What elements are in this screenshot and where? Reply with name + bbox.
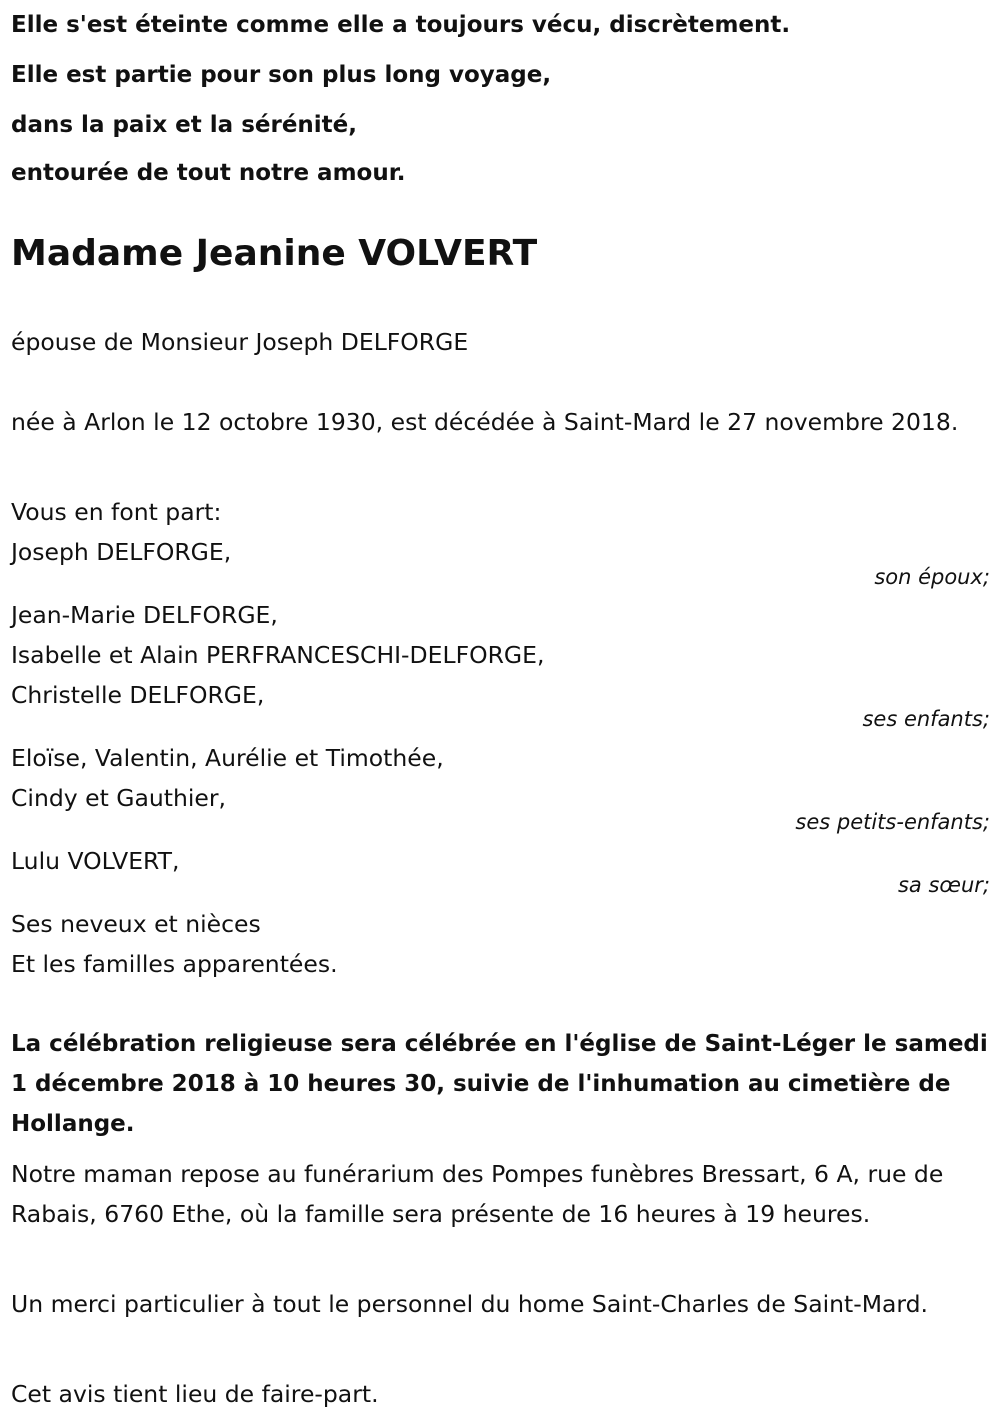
family-member-name: Joseph DELFORGE, [11,538,232,566]
other-relatives-line: Et les familles apparentées. [11,950,338,978]
intro-line-3: dans la paix et la sérénité, [11,112,358,138]
relation-label-sister: sa sœur; [897,873,990,897]
ceremony-paragraph: La célébration religieuse sera célébrée en l'église de Saint-Léger le samedi 1 décembre 2018 à 10 heures 30, suivie de l'inhumation au cimetière de Hollange. [11,1031,988,1137]
relation-label-grandchildren: ses petits-enfants; [795,810,990,834]
family-member-name: Eloïse, Valentin, Aurélie et Timothée, [11,744,444,772]
notice-line: Cet avis tient lieu de faire-part. [11,1380,379,1408]
funerarium-paragraph: Notre maman repose au funérarium des Pompes funèbres Bressart, 6 A, rue de Rabais, 6760 Ethe, où la famille sera présente de 16 heures à 19 heures. [11,1160,944,1228]
family-heading: Vous en font part: [11,498,222,526]
intro-line-4: entourée de tout notre amour. [11,160,406,186]
thanks-paragraph: Un merci particulier à tout le personnel du home Saint-Charles de Saint-Mard. [11,1290,929,1318]
family-member-name: Lulu VOLVERT, [11,847,180,875]
spouse-line: épouse de Monsieur Joseph DELFORGE [11,328,469,356]
relation-label-children: ses enfants; [862,707,990,731]
family-member-name: Christelle DELFORGE, [11,681,265,709]
birth-death-paragraph: née à Arlon le 12 octobre 1930, est décédée à Saint-Mard le 27 novembre 2018. [11,408,959,436]
deceased-name: Madame Jeanine VOLVERT [11,233,538,274]
intro-line-1: Elle s'est éteinte comme elle a toujours vécu, discrètement. [11,12,791,38]
intro-line-2: Elle est partie pour son plus long voyage, [11,62,552,88]
family-member-name: Isabelle et Alain PERFRANCESCHI-DELFORGE, [11,641,545,669]
family-member-name: Jean-Marie DELFORGE, [11,601,278,629]
other-relatives-line: Ses neveux et nièces [11,910,261,938]
relation-label-spouse: son époux; [874,565,990,589]
family-member-name: Cindy et Gauthier, [11,784,226,812]
